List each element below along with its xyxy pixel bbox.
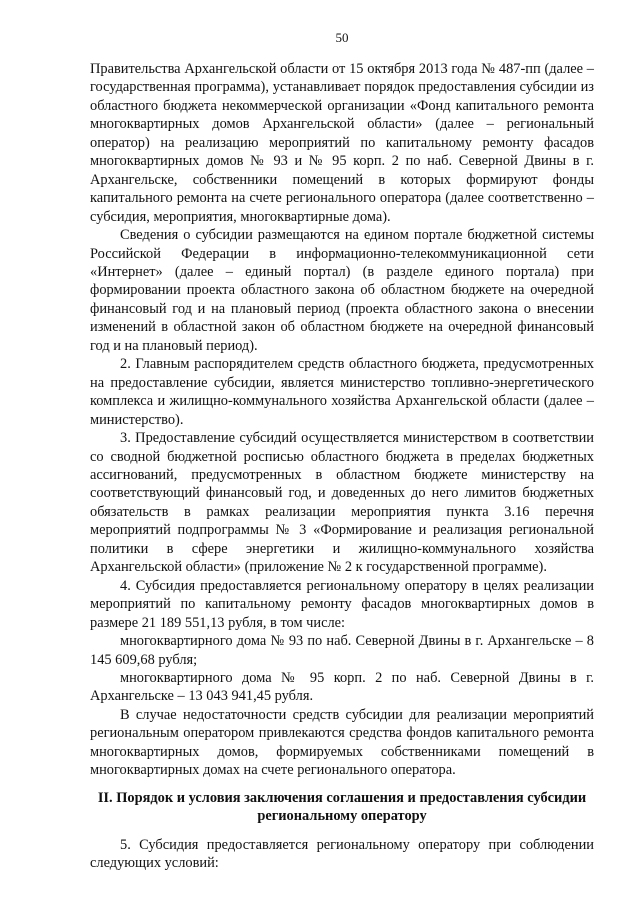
paragraph-item-5: 5. Субсидия предоставляется региональному оператору при соблюдении следующих условий: bbox=[90, 836, 594, 872]
paragraph-item-4: 4. Субсидия предоставляется региональному оператору в целях реализации мероприятий по капитальному ремонту фасадов многоквартирных домов в размере 21 189 551,13 рубля, в том числе: bbox=[90, 577, 594, 631]
paragraph-program-reference: Правительства Архангельской области от 15 октября 2013 года № 487-пп (далее – государственная программа), устанавливает порядок предоставления субсидии из областного бюджета некоммерческой организации «Фонд капитального ремонта многоквартирных домов Архангельской области» (далее – региональный оператор) на реализацию мероприятий по капитальному ремонту фасадов многоквартирных домов № 93 и № 95 корп. 2 по наб. Северной Двины в г. Архангельске, собственники помещений в которых формируют фонды капитального ремонта на счете регионального оператора (далее соответственно – субсидия, мероприятия, многоквартирные дома). bbox=[90, 61, 594, 225]
paragraph-house-95: многоквартирного дома № 95 корп. 2 по наб. Северной Двины в г. Архангельске – 13 043 941,45 рубля. bbox=[90, 669, 594, 705]
paragraph-portal-info: Сведения о субсидии размещаются на едином портале бюджетной системы Российской Федерации в информационно-телекоммуникационной сети «Интернет» (далее – единый портал) (в разделе единого портала) при формировании проекта областного закона об областном бюджете на очередной финансовый год и на плановый период (проекта областного закона о внесении изменений в областной закон об областном бюджете на очередной финансовый год и на плановый период). bbox=[90, 227, 594, 354]
page-number: 50 bbox=[335, 30, 349, 45]
paragraph-insufficient-funds: В случае недостаточности средств субсидии для реализации мероприятий региональным оператором привлекаются средства фондов капитального ремонта многоквартирных домов, формируемых собственниками помещений в многоквартирных домах на счете регионального оператора. bbox=[90, 706, 594, 779]
paragraph-item-3: 3. Предоставление субсидий осуществляется министерством в соответствии со сводной бюджетной росписью областного бюджета в пределах бюджетных ассигнований, предусмотренных в областном бюджете министерству на соответствующий финансовый год, и доведенных до него лимитов бюджетных обязательств в рамках реализации мероприятия пункта 3.16 перечня мероприятий подпрограммы № 3 «Формирование и реализация региональной политики в сфере энергетики и жилищно-коммунального хозяйства Архангельской области» (приложение № 2 к государственной программе). bbox=[90, 430, 594, 576]
paragraph-house-93: многоквартирного дома № 93 по наб. Северной Двины в г. Архангельске – 8 145 609,68 рубля; bbox=[90, 633, 594, 668]
document-page bbox=[90, 30, 594, 873]
paragraph-item-2: 2. Главным распорядителем средств областного бюджета, предусмотренных на предоставление субсидии, является министерство топливно-энергетического комплекса и жилищно-коммунального хозяйства Архангельской области (далее – министерство). bbox=[90, 356, 594, 428]
section-title: II. Порядок и условия заключения соглашения и предоставления субсидии региональному оператору bbox=[97, 789, 587, 825]
